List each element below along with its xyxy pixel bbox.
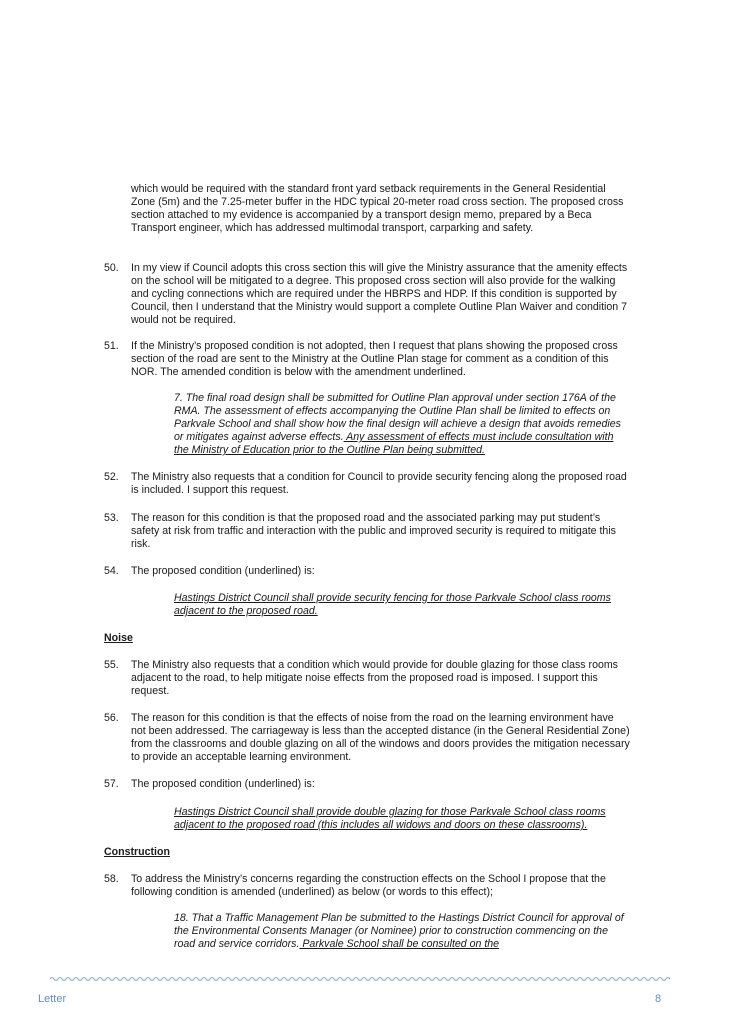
condition-7-quote xyxy=(174,392,629,457)
construction-heading: Construction xyxy=(104,846,170,858)
paragraph-58 xyxy=(104,873,631,899)
paragraph-number: 58. xyxy=(104,873,119,885)
paragraph-55 xyxy=(104,659,631,698)
condition-7-amendment: Any assessment of effects must include consultation with the Ministry of Education prior to the Outline Plan being submitted. xyxy=(174,431,614,456)
paragraph-text: The reason for this condition is that the proposed road and the associated parking may put student’s safety at risk from traffic and interaction with the public and improved security is required to mitigate this risk. xyxy=(131,512,616,550)
paragraph-text: The reason for this condition is that the effects of noise from the road on the learning environment have not been addressed. The carriageway is less than the accepted distance (in the General Residential Zone) from the classrooms and double glazing on all of the windows and doors provides the mitigation necessary to provide an acceptable learning environment. xyxy=(131,712,630,763)
paragraph-number: 57. xyxy=(104,778,119,790)
footer-label: Letter xyxy=(38,993,67,1005)
paragraph-number: 53. xyxy=(104,512,119,524)
condition-18-amendment: Parkvale School shall be consulted on the xyxy=(299,938,500,950)
fencing-condition-quote: Hastings District Council shall provide security fencing for those Parkvale School class rooms adjacent to the proposed road. xyxy=(174,592,611,617)
noise-heading: Noise xyxy=(104,632,133,644)
paragraph-57 xyxy=(104,778,631,791)
paragraph-56 xyxy=(104,712,631,764)
paragraph-number: 56. xyxy=(104,712,119,724)
glazing-condition-quote: Hastings District Council shall provide double glazing for those Parkvale School class rooms adjacent to the proposed road (this includes all widows and doors on these classrooms). xyxy=(174,806,606,831)
paragraph-number: 54. xyxy=(104,565,119,577)
footer-wave-divider xyxy=(50,974,670,984)
paragraph-number: 51. xyxy=(104,340,119,352)
paragraph-text: The proposed condition (underlined) is: xyxy=(131,778,315,790)
condition-7-text: 7. The final road design shall be submitted for Outline Plan approval under section 176A of the RMA. The assessment of effects accompanying the Outline Plan shall be limited to effects on Parkvale School and shall show how the final design will achieve a design that avoids remedies or mitigates against adverse effects. xyxy=(174,392,621,443)
paragraph-text: In my view if Council adopts this cross section this will give the Ministry assurance that the amenity effects on the school will be mitigated to a degree. This proposed cross section will also provide for the walking and cycling connections which are required under the HBRPS and HDP. If this condition is supported by Council, then I understand that the Ministry would support a complete Outline Plan Waiver and condition 7 would not be required. xyxy=(131,262,628,326)
paragraph-text: To address the Ministry’s concerns regarding the construction effects on the School I propose that the following condition is amended (underlined) as below (or words to this effect); xyxy=(131,873,606,898)
paragraph-text: The Ministry also requests that a condition which would provide for double glazing for those class rooms adjacent to the road, to help mitigate noise effects from the proposed road is imposed. I support this request. xyxy=(131,659,618,697)
paragraph-text: If the Ministry’s proposed condition is not adopted, then I request that plans showing the proposed cross section of the road are sent to the Ministry at the Outline Plan stage for comment as a condition of this NOR. The amended condition is below with the amendment underlined. xyxy=(131,340,618,378)
continuation-text: which would be required with the standard front yard setback requirements in the General Residential Zone (5m) and the 7.25-meter buffer in the HDC typical 20-meter road cross section. The proposed cross section attached to my evidence is accompanied by a transport design memo, prepared by a Beca Transport engineer, which has addressed multimodal transport, carparking and safety. xyxy=(131,183,624,234)
condition-18-quote xyxy=(174,912,629,951)
paragraph-text: The proposed condition (underlined) is: xyxy=(131,565,315,577)
paragraph-number: 50. xyxy=(104,262,119,274)
page-number: 8 xyxy=(655,993,662,1005)
paragraph-51 xyxy=(104,340,631,379)
paragraph-number: 52. xyxy=(104,471,119,483)
paragraph-54 xyxy=(104,565,631,578)
paragraph-50 xyxy=(104,262,631,327)
paragraph-number: 55. xyxy=(104,659,119,671)
condition-18-text: 18. That a Traffic Management Plan be submitted to the Hastings District Council for approval of the Environmental Consents Manager (or Nominee) prior to construction commencing on the road and service corridors. xyxy=(174,912,624,950)
paragraph-text: The Ministry also requests that a condition for Council to provide security fencing along the proposed road is included. I support this request. xyxy=(131,471,627,496)
paragraph-53 xyxy=(104,512,631,551)
paragraph-52 xyxy=(104,471,631,497)
